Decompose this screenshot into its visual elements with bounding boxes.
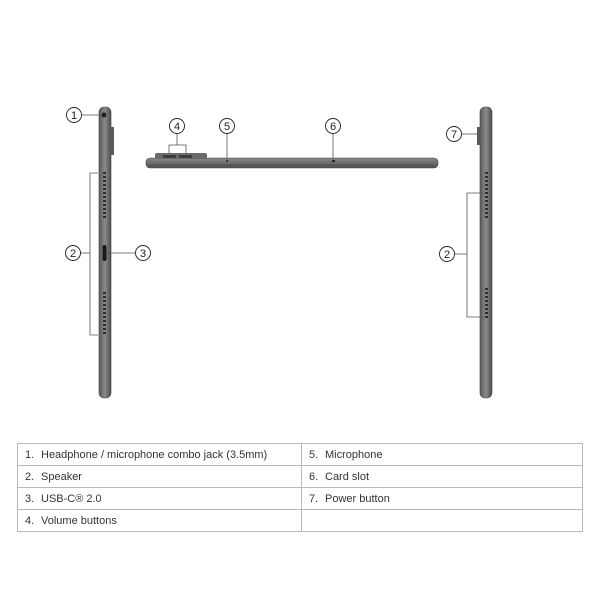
left-side-view bbox=[80, 107, 135, 398]
callout-5-label: 5 bbox=[223, 121, 231, 133]
callout-2-left-bracket bbox=[90, 173, 98, 335]
legend-label: Headphone / microphone combo jack (3.5mm) bbox=[41, 448, 268, 461]
legend-cell bbox=[18, 510, 302, 532]
legend-number: 5. bbox=[309, 448, 319, 461]
legend-label: Power button bbox=[325, 492, 390, 505]
legend-label: USB-C® 2.0 bbox=[41, 492, 102, 505]
callout-4 bbox=[170, 119, 185, 134]
legend-number: 3. bbox=[25, 492, 35, 505]
volume-button-a bbox=[163, 155, 176, 158]
legend-cell bbox=[18, 466, 302, 488]
right-side-view bbox=[455, 107, 492, 398]
callout-2-left-label: 2 bbox=[69, 248, 77, 260]
top-view bbox=[146, 134, 438, 168]
legend-label: Card slot bbox=[325, 470, 370, 483]
legend-cell bbox=[18, 444, 302, 466]
callout-1 bbox=[67, 108, 82, 123]
callout-5 bbox=[220, 119, 235, 134]
legend-label: Volume buttons bbox=[41, 514, 117, 527]
headphone-jack bbox=[102, 113, 107, 118]
legend-number: 6. bbox=[309, 470, 319, 483]
callout-3 bbox=[136, 246, 151, 261]
legend-label: Speaker bbox=[41, 470, 82, 483]
legend-cell bbox=[302, 466, 583, 488]
microphone-hole bbox=[226, 160, 228, 162]
left-side-buttons bbox=[110, 127, 114, 155]
legend-cell bbox=[302, 488, 583, 510]
usb-c-port bbox=[103, 245, 107, 261]
legend-row bbox=[18, 510, 583, 532]
legend-number: 1. bbox=[25, 448, 35, 461]
callout-7 bbox=[447, 127, 462, 142]
callout-2-right bbox=[440, 247, 455, 262]
callout-6-label: 6 bbox=[329, 121, 337, 133]
callout-2-right-label: 2 bbox=[443, 249, 451, 261]
volume-button-b bbox=[179, 155, 192, 158]
card-slot bbox=[332, 160, 335, 162]
callout-4-label: 4 bbox=[173, 121, 181, 133]
callout-2-left bbox=[66, 246, 81, 261]
power-button-shape bbox=[477, 127, 481, 145]
legend-row bbox=[18, 466, 583, 488]
legend-table bbox=[17, 443, 583, 532]
legend-number: 7. bbox=[309, 492, 319, 505]
callout-1-label: 1 bbox=[70, 110, 78, 122]
right-tablet-edge bbox=[480, 107, 492, 398]
legend-row bbox=[18, 444, 583, 466]
legend-cell-empty bbox=[302, 510, 583, 532]
top-tablet-edge bbox=[146, 158, 438, 168]
callout-4-bracket bbox=[169, 145, 186, 153]
legend-row bbox=[18, 488, 583, 510]
callout-3-label: 3 bbox=[139, 248, 147, 260]
legend-cell bbox=[302, 444, 583, 466]
legend-label: Microphone bbox=[325, 448, 383, 461]
legend-number: 2. bbox=[25, 470, 35, 483]
legend-number: 4. bbox=[25, 514, 35, 527]
callout-7-label: 7 bbox=[450, 129, 458, 141]
legend-cell bbox=[18, 488, 302, 510]
callout-6 bbox=[326, 119, 341, 134]
